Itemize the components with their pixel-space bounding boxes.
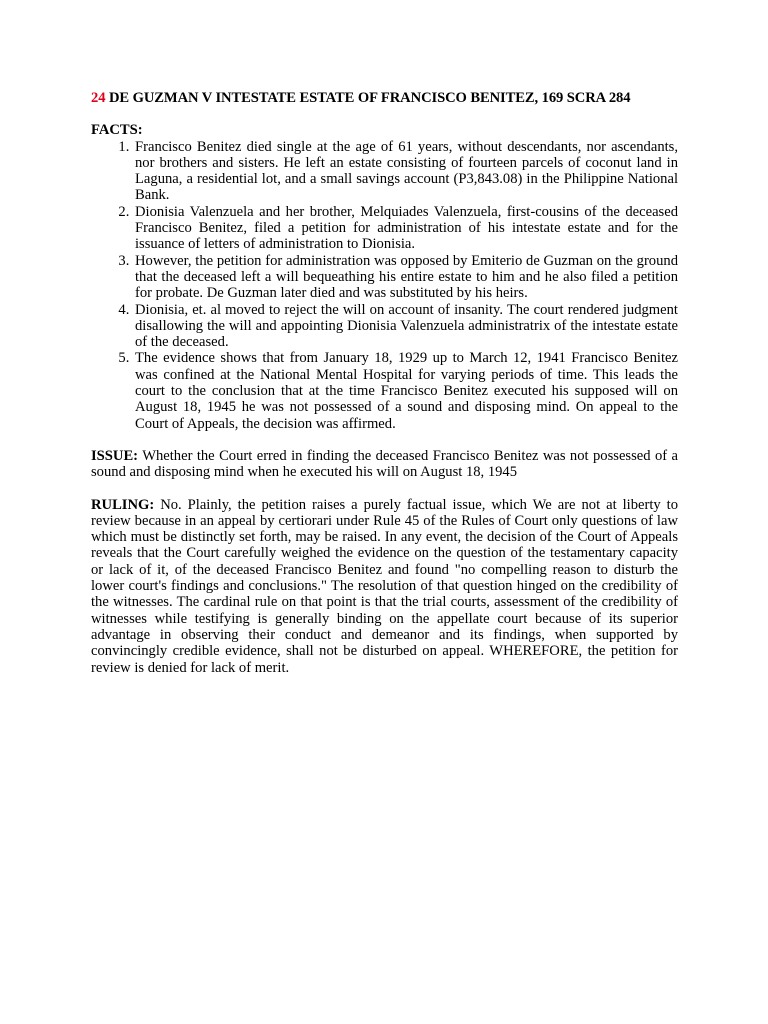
issue-label: ISSUE:: [91, 447, 139, 464]
ruling-label: RULING:: [91, 496, 155, 513]
fact-item-3: 3. However, the petition for administration was opposed by Emiterio de Guzman on the ground that the deceased left a will bequeathing his entire estate to him and he also filed a petition for probate. De Guzman later died and was substituted by his heirs.: [133, 253, 678, 302]
case-title: [91, 90, 678, 106]
ruling-paragraph: [91, 497, 678, 676]
facts-list: [91, 139, 678, 432]
case-number: 24: [91, 90, 106, 106]
fact-item-5: 5. The evidence shows that from January 18, 1929 up to March 12, 1941 Francisco Benitez was confined at the National Mental Hospital for varying periods of time. This leads the court to the conclusion that at the time Francisco Benitez executed his supposed will on August 18, 1945 he was not possessed of a sound and disposing mind. On appeal to the Court of Appeals, the decision was affirmed.: [133, 350, 678, 431]
case-caption: DE GUZMAN V INTESTATE ESTATE OF FRANCISCO BENITEZ, 169 SCRA 284: [105, 90, 631, 106]
fact-item-1: 1. Francisco Benitez died single at the age of 61 years, without descendants, nor ascendants, nor brothers and sisters. He left an estate consisting of fourteen parcels of coconut land in Laguna, a residential lot, and a small savings account (P3,843.08) in the Philippine National Bank.: [133, 139, 678, 204]
facts-heading: FACTS:: [91, 122, 143, 139]
document-page: [91, 90, 678, 676]
fact-item-4: 4. Dionisia, et. al moved to reject the will on account of insanity. The court rendered judgment disallowing the will and appointing Dionisia Valenzuela administratrix of the intestate estate of the deceased.: [133, 302, 678, 351]
issue-paragraph: [91, 448, 678, 481]
issue-text: Whether the Court erred in finding the deceased Francisco Benitez was not possessed of a sound and disposing mind when he executed his will on August 18, 1945: [91, 447, 678, 481]
ruling-text: No. Plainly, the petition raises a purely factual issue, which We are not at liberty to review because in an appeal by certiorari under Rule 45 of the Rules of Court only questions of law which must be distinctly set forth, may be raised. In any event, the decision of the Court of Appeals reveals that the Court carefully weighed the evidence on the question of the testamentary capacity or lack of it, of the deceased Francisco Benitez and found "no compelling reason to disturb the lower court's findings and conclusions." The resolution of that question hinged on the credibility of the witnesses. The cardinal rule on that point is that the trial courts, assessment of the credibility of witnesses while testifying is generally binding on the appellate court because of its superior advantage in observing their conduct and demeanor and its findings, when supported by convincingly credible evidence, shall not be disturbed on appeal. WHEREFORE, the petition for review is denied for lack of merit.: [91, 496, 678, 676]
fact-item-2: 2. Dionisia Valenzuela and her brother, Melquiades Valenzuela, first-cousins of the deceased Francisco Benitez, filed a petition for administration of his intestate estate and for the issuance of letters of administration to Dionisia.: [133, 204, 678, 253]
